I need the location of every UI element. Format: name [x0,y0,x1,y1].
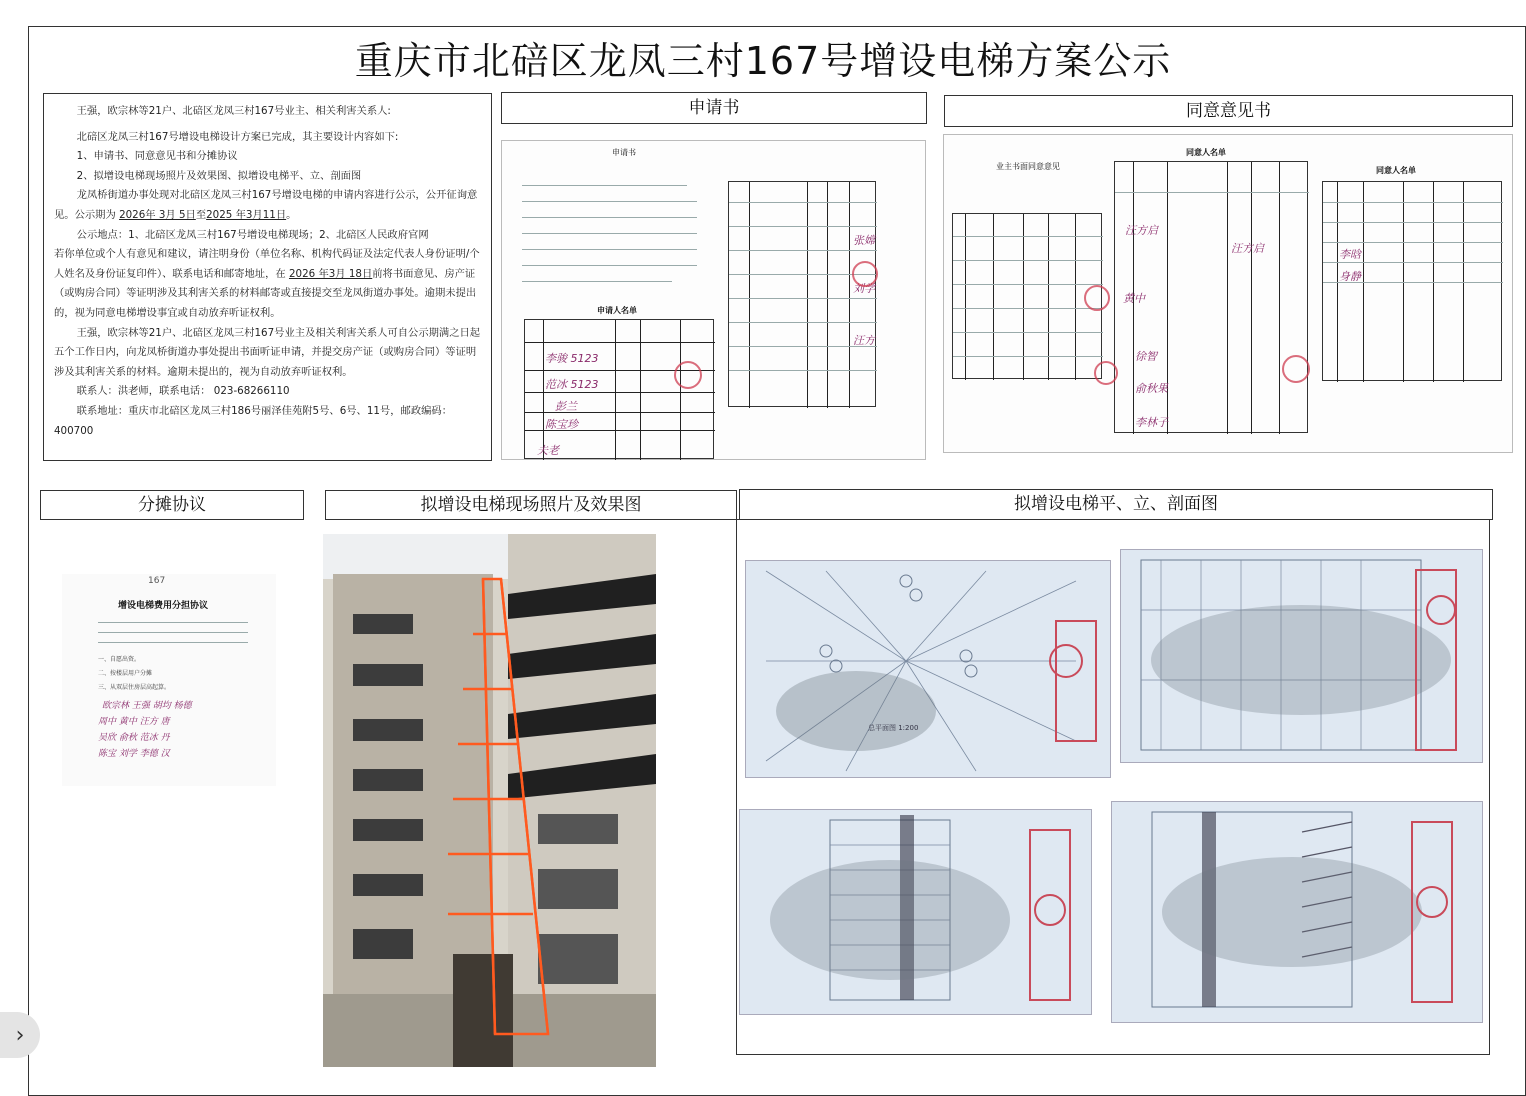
consent-list-title-2: 同意人名单 [1376,166,1416,175]
site-plan-drawing [745,560,1111,778]
allocation-line-1: 一、自愿出资。 [98,656,141,663]
header-allocation: 分摊协议 [40,490,304,520]
header-photos: 拟增设电梯现场照片及效果图 [325,490,737,520]
header-application: 申请书 [501,92,927,124]
allocation-scan: 167 增设电梯费用分担协议 一、自愿出资。 二、按楼层用户分摊 三、从双层住房层高起算。 欧宗林 王强 胡均 杨德 周中 黄中 汪方 唐 吴欣 俞秋 范冰 丹 陈宝 刘学 李德 汉 [62,574,276,786]
notice-intro: 北碚区龙凤三村167号增设电梯设计方案已完成，其主要设计内容如下: [76,130,399,143]
site-plan-caption: 总平面图 1:200 [868,724,919,732]
notice-period-mid: 至 [195,208,207,221]
elevation-illustration [740,810,1092,1015]
application-list-title: 申请人名单 [597,306,637,315]
consent-heading: 业主书面同意意见 [996,162,1060,171]
floor-plan-drawing [1120,549,1483,763]
floor-plan-illustration [1121,550,1483,763]
section-drawing [1111,801,1483,1023]
notice-period-end: 2025 年3月11日 [206,208,287,221]
notice-period-paragraph [54,186,481,225]
header-consent: 同意意见书 [944,95,1513,127]
notice-para-b1: 若你单位或个人有意见和建议，请注明身份（单位名称、机构代码证及法定代表人身份证明/个人姓名及身份证复印件）、联系电话和邮寄地址，在 [54,248,480,280]
notice-para-b2: 前将书面意见、房产证（或购房合同）等证明涉及其利害关系的材料邮寄或直接提交至龙凤街道办事处。逾期未提出的，视为同意电梯增设事宜或自动放弃听证权利。 [54,267,477,319]
notice-item-2: 2、拟增设电梯现场照片及效果图、拟增设电梯平、立、剖面图 [76,169,362,182]
header-drawings: 拟增设电梯平、立、剖面图 [739,489,1493,520]
consent-table-middle: 汪方启 汪方启 黄中 徐智 俞秋果 李林子 [1114,161,1308,433]
notice-box [43,93,492,461]
notice-opinion-paragraph [54,245,481,323]
page-title: 重庆市北碚区龙凤三村167号增设电梯方案公示 [354,39,1172,83]
section-illustration [1112,802,1483,1023]
notice-hearing: 王强，欧宗林等21户、北碚区龙凤三村167号业主及相关利害关系人可自公示期满之日起五个工作日内，向龙凤桥街道办事处提出书面听证申请，并提交房产证（或购房合同）等证明涉及其利害关系的材料。逾期未提出的，视为自动放弃听证权利。 [54,326,481,378]
notice-period-stop: 。 [286,208,297,221]
application-side-table: 张嫦 刘学 汪方 [728,181,876,407]
consent-scan [943,134,1513,453]
notice-item-1: 1、申请书、同意意见书和分摊协议 [76,150,238,163]
consent-table-left [952,213,1102,379]
notice-para-a: 龙凤桥街道办事处现对北碚区龙凤三村167号增设电梯的申请内容进行公示，公开征询意见。公示期为 [54,189,478,221]
application-heading: 申请书 [612,148,636,157]
site-photo-illustration [323,534,656,1067]
notice-greeting: 王强，欧宗林等21户、北碚区龙凤三村167号业主、相关利害关系人: [76,105,391,117]
notice-period-start: 2026年 3月 5日 [119,208,196,221]
allocation-line-2: 二、按楼层用户分摊 [98,670,153,677]
allocation-handnote: 167 [148,576,166,586]
consent-list-title-1: 同意人名单 [1186,148,1226,157]
chevron-right-icon: › [15,1022,25,1048]
application-table: 李骏 5123 范冰 5123 彭兰 陈宝珍 夫老 [524,319,714,459]
notice-address: 联系地址：重庆市北碚区龙凤三村186号丽泽佳苑附5号、6号、11号，邮政编码：400700 [54,404,453,437]
allocation-heading: 增设电梯费用分担协议 [118,601,209,611]
site-plan-illustration [746,561,1111,778]
site-photo [323,534,656,1067]
allocation-line-3: 三、从双层住房层高起算。 [98,684,171,691]
elevation-drawing [739,809,1092,1015]
notice-deadline: 2026 年3月 18日 [288,267,373,280]
application-scan [501,140,926,460]
notice-place: 公示地点：1、北碚区龙凤三村167号增设电梯现场；2、北碚区人民政府官网 [76,228,429,241]
consent-table-right: 李晗 身静 [1322,181,1502,381]
notice-contact: 联系人：洪老师，联系电话： 023-68266110 [76,385,290,398]
